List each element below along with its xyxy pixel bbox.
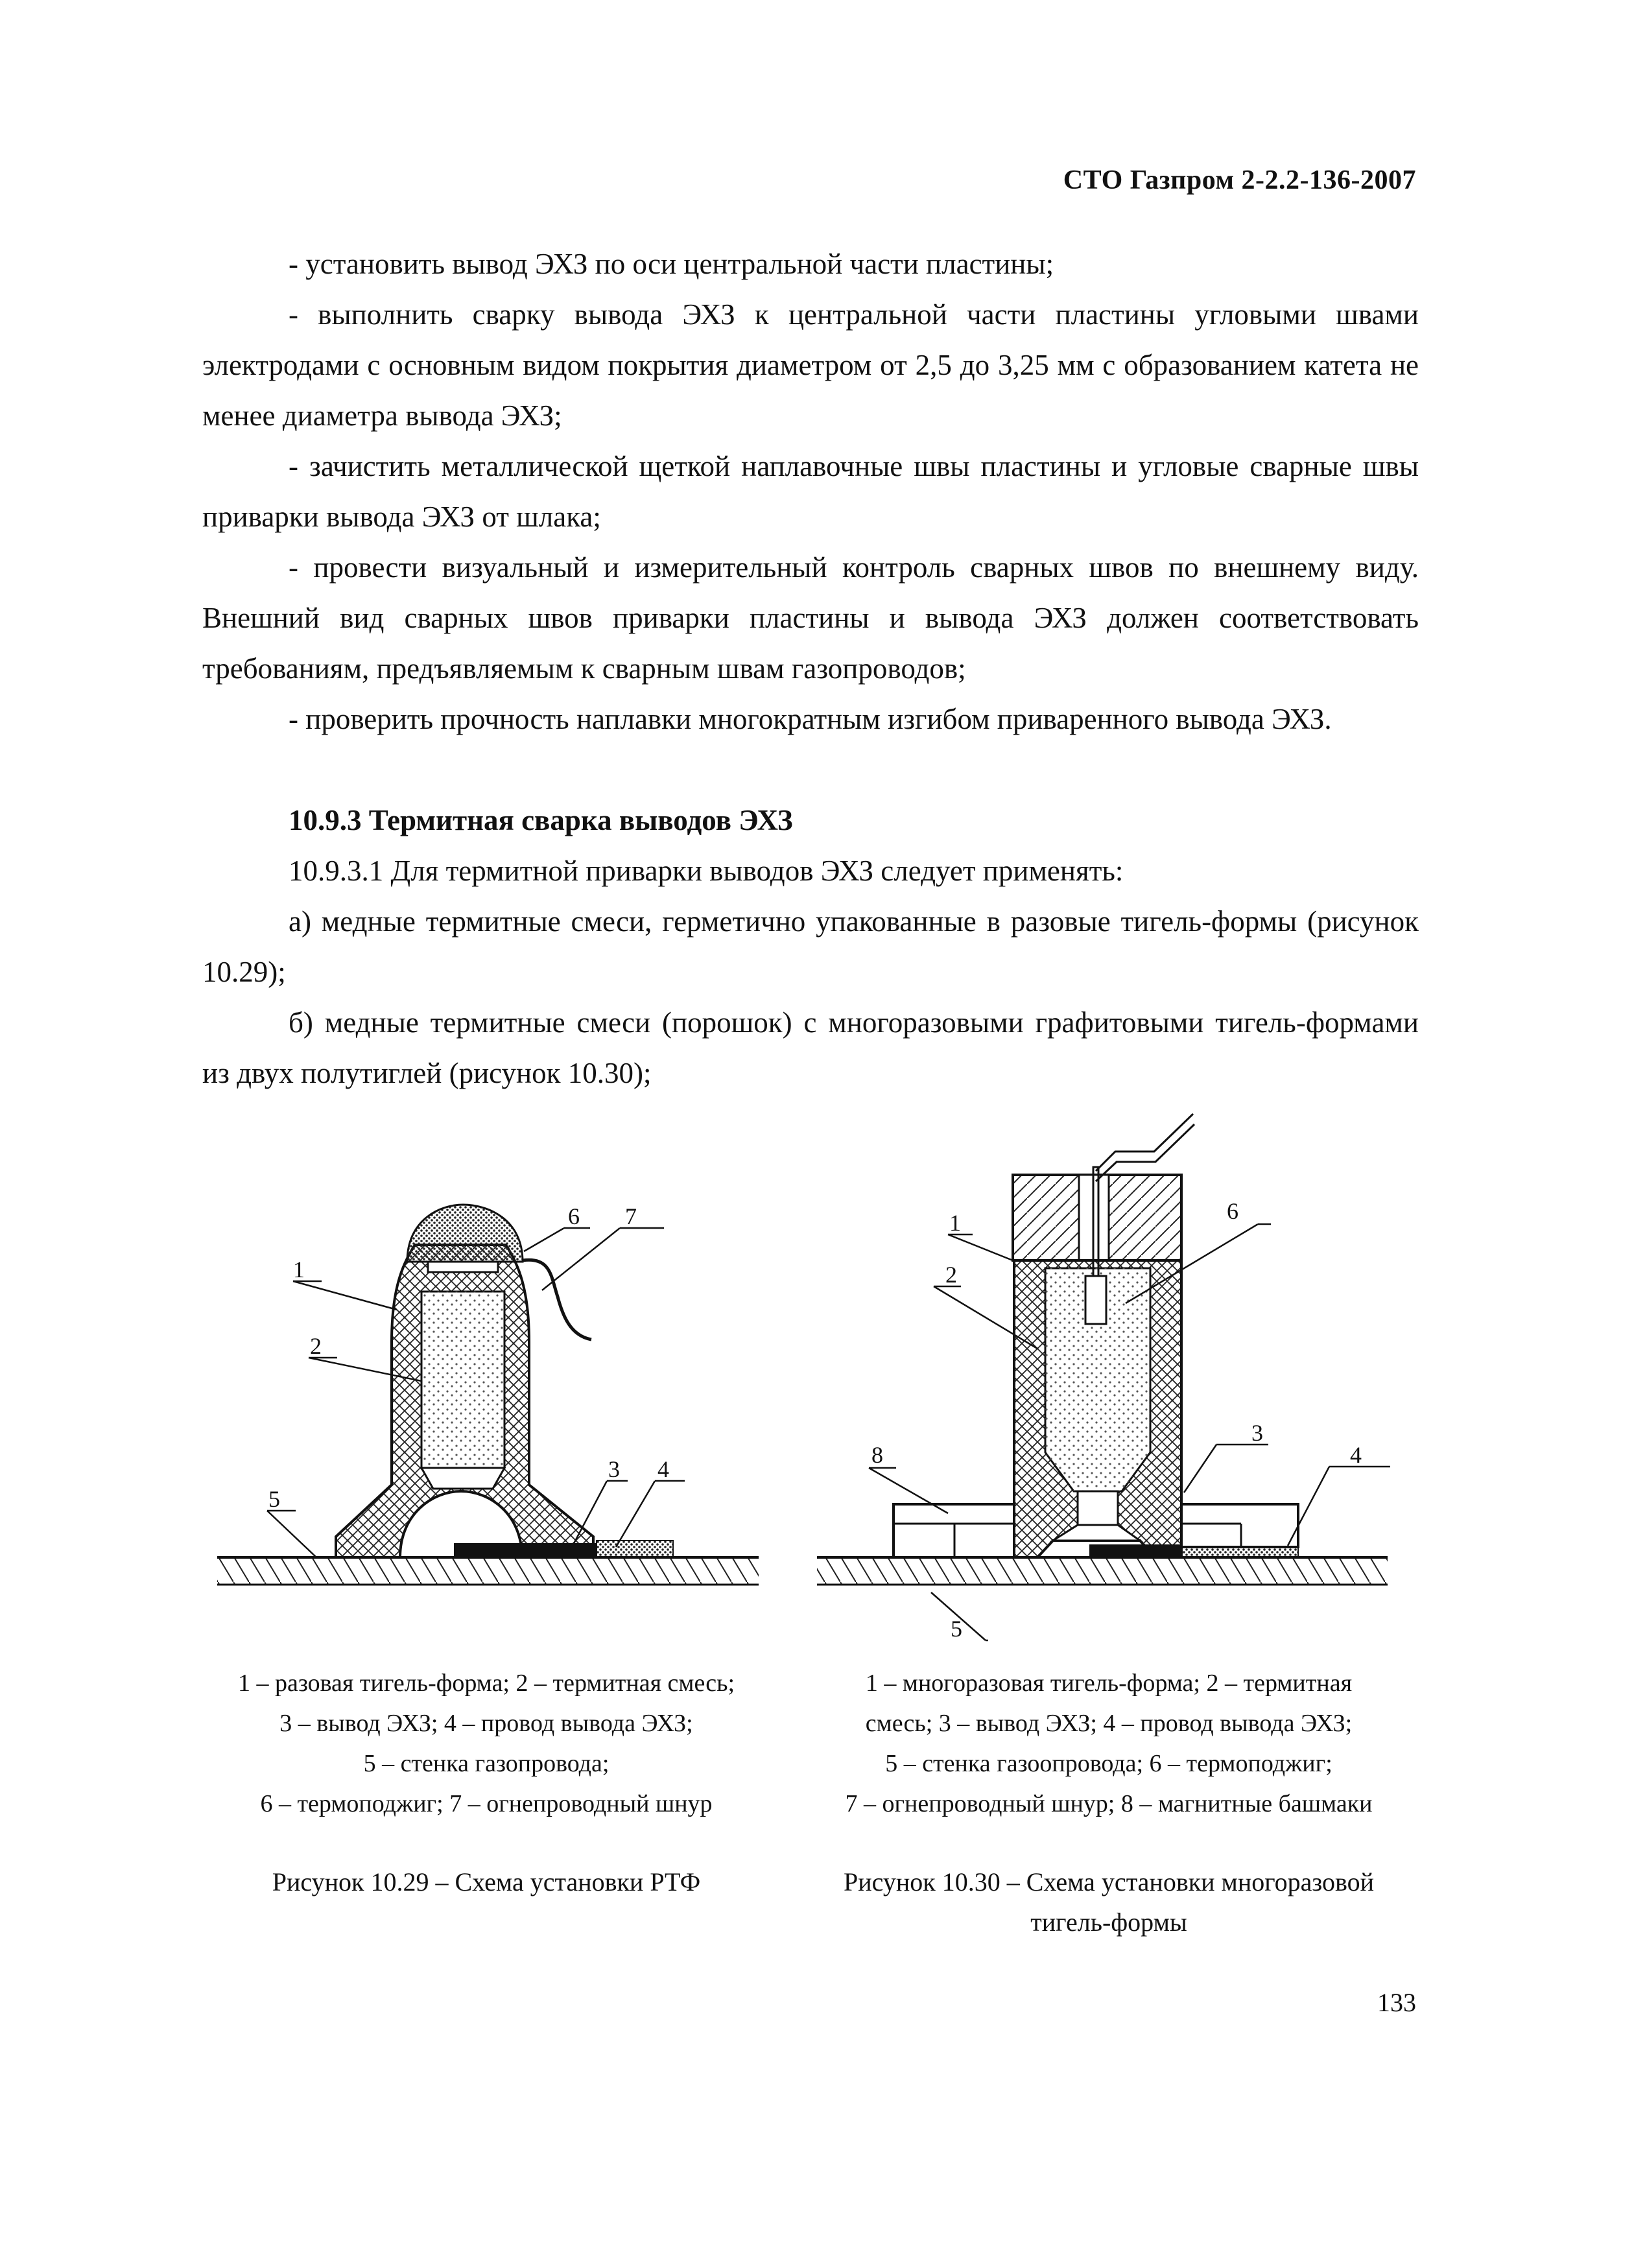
fig2-label-6: 6 [1227,1198,1238,1224]
document-header: СТО Газпром 2-2.2-136-2007 [1063,165,1416,195]
paragraph: - установить вывод ЭХЗ по оси центральной части пластины; [289,248,1054,280]
fig1-label-6: 6 [568,1203,580,1229]
caption-line: Рисунок 10.30 – Схема установки многоразовой [843,1867,1375,1896]
figure-1-caption: Рисунок 10.29 – Схема установки РТФ [272,1867,701,1896]
paragraph: - проверить прочность наплавки многократным изгибом приваренного вывода ЭХЗ. [289,703,1332,735]
terminal-wire [597,1541,673,1557]
fig2-label-4: 4 [1350,1442,1362,1468]
paragraph: - зачистить металлической щеткой наплавочные швы пластины и угловые сварные швы приварки вывода ЭХЗ от шлака; [202,450,1419,533]
cap-plate [428,1262,498,1272]
fuse-cord [523,1260,591,1340]
legend-line: 5 – стенка газопровода; [363,1750,610,1777]
page-number: 133 [1377,1988,1416,2017]
pipe-wall-hatch [817,1557,1388,1585]
terminal-part [454,1543,597,1557]
section-heading: 10.9.3 Термитная сварка выводов ЭХЗ [289,804,793,836]
fig2-label-3: 3 [1251,1420,1263,1446]
figure-1-drawing [217,1203,759,1585]
caption-line: тигель-формы [1030,1908,1187,1937]
fig1-label-7: 7 [625,1203,637,1229]
igniter [1085,1276,1106,1324]
pipe-wall-hatch [217,1557,759,1585]
fig2-label-8: 8 [871,1442,883,1468]
legend-line: 6 – термоподжиг; 7 – огнепроводный шнур [260,1790,713,1817]
terminal-part [1089,1544,1181,1557]
section-intro: 10.9.3.1 Для термитной приварки выводов ЭХЗ следует применять: [289,855,1124,887]
legend-line: смесь; 3 – вывод ЭХЗ; 4 – провод вывода ЭХЗ; [865,1710,1353,1737]
fig2-label-1: 1 [949,1210,961,1236]
legend-line: 5 – стенка газоопровода; 6 – термоподжиг; [885,1750,1332,1777]
fig1-label-3: 3 [608,1456,620,1482]
crucible-neck [1078,1491,1118,1525]
body-text [202,239,1419,1098]
legend-line: 1 – разовая тигель-форма; 2 – термитная смесь; [237,1670,735,1697]
fig1-label-5: 5 [268,1486,280,1512]
fig1-label-2: 2 [310,1333,322,1359]
figures-drawing [0,1102,1634,1660]
terminal-wire [1181,1547,1298,1557]
legend-line: 7 – огнепроводный шнур; 8 – магнитные башмаки [845,1790,1373,1817]
legend-line: 3 – вывод ЭХЗ; 4 – провод вывода ЭХЗ; [279,1710,693,1737]
magnetic-shoe-right [1181,1504,1298,1547]
igniter-cap [407,1205,523,1262]
fig1-label-1: 1 [293,1257,305,1282]
figure-1-legend [188,1663,785,1824]
figure-2-caption [798,1862,1420,1943]
fig2-label-5: 5 [951,1616,962,1642]
fig1-label-4: 4 [657,1456,669,1482]
list-item: а) медные термитные смеси, герметично упакованные в разовые тигель-формы (рисунок 10.29); [202,905,1419,988]
paragraph: - выполнить сварку вывода ЭХЗ к центральной части пластины угловыми швами электродами с основным видом покрытия диаметром от 2,5 до 3,25 мм с образованием катета не менее диаметра вывода ЭХЗ; [202,298,1419,432]
figure-2-legend [798,1663,1420,1824]
paragraph: - провести визуальный и измерительный контроль сварных швов по внешнему виду. Внешний вид сварных швов приварки пластины и вывода ЭХЗ должен соответствовать требованиям, предъявляемым к сварным швам газопроводов; [202,551,1419,685]
funnel-neck [421,1468,504,1489]
figure-2-drawing [817,1114,1390,1642]
list-item: б) медные термитные смеси (порошок) с многоразовыми графитовыми тигель-формами из двух полутиглей (рисунок 10.30); [202,1006,1419,1089]
fig2-label-2: 2 [945,1262,957,1288]
legend-line: 1 – многоразовая тигель-форма; 2 – термитная [865,1670,1353,1697]
